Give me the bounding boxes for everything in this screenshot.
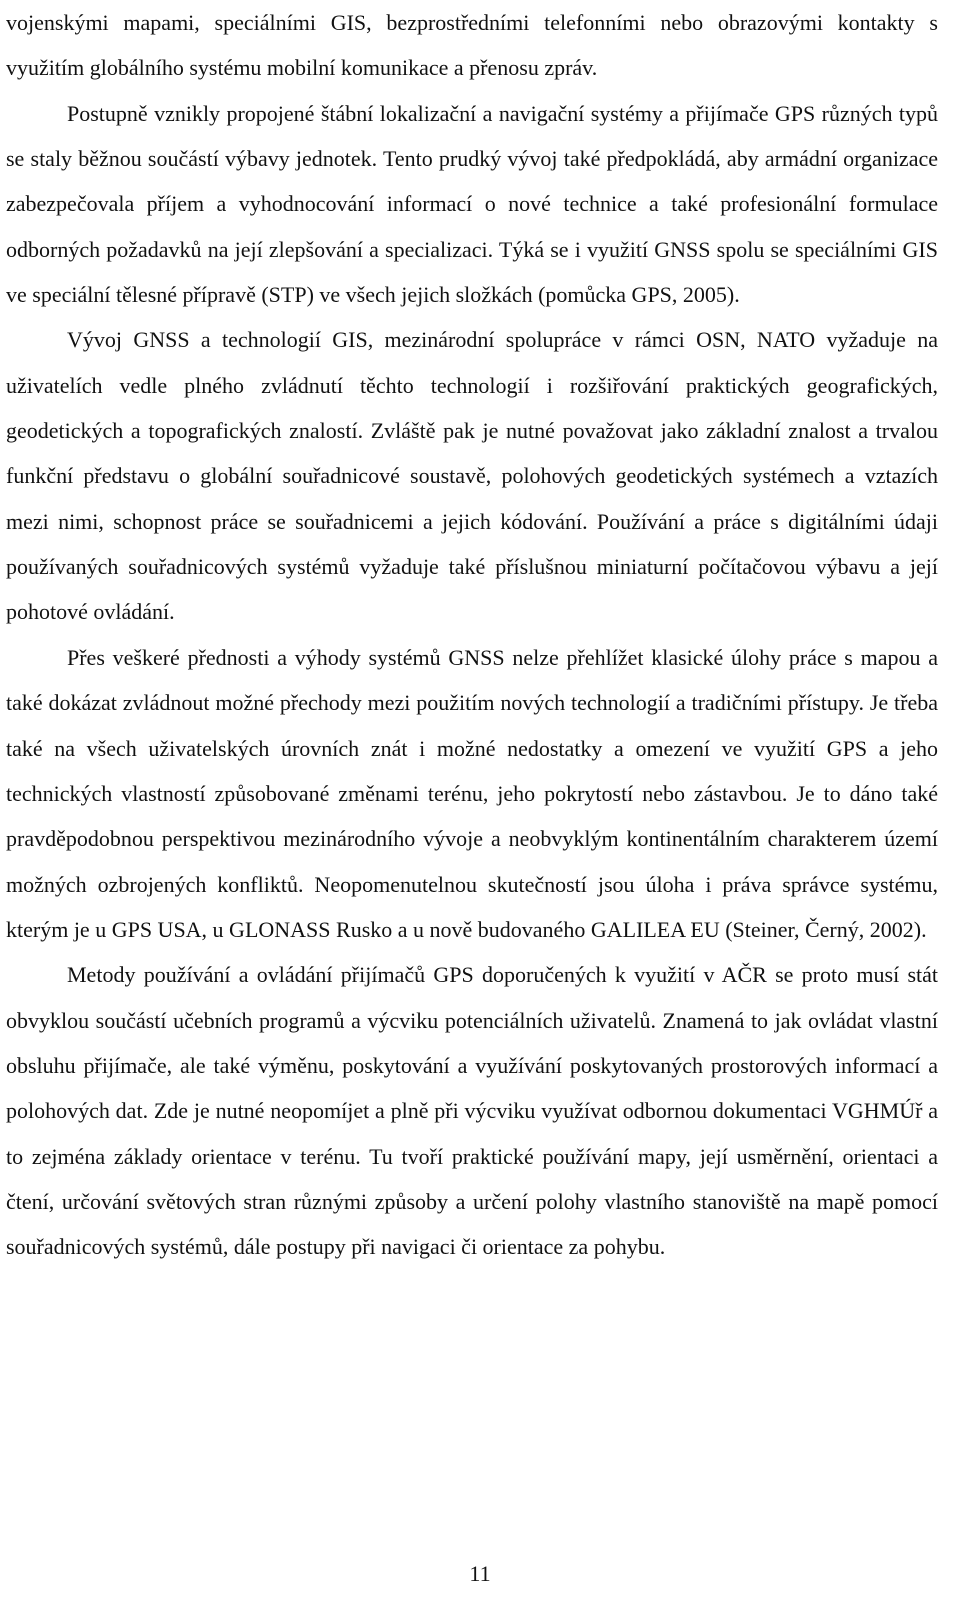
paragraph-continuation: vojenskými mapami, speciálními GIS, bezprostředními telefonními nebo obrazovými kontakty s využitím globálního systému mobilní komunikace a přenosu zpráv. (6, 10, 938, 81)
paragraph-gps-methods: Metody používání a ovládání přijímačů GPS doporučených k využití v AČR se proto musí stát obvyklou součástí učebních programů a výcviku potenciálních uživatelů. Znamená to jak ovládat vlastní obsluhu přijímače, ale také výměnu, poskytování a využívání poskytovaných prostorových informací a polohových dat. Zde je nutné neopomíjet a plně při výcviku využívat odbornou dokumentaci VGHMÚř a to zejména základy orientace v terénu. Tu tvoří praktické používání mapy, její usměrnění, orientaci a čtení, určování světových stran různými způsoby a určení polohy vlastního stanoviště na mapě pomocí souřadnicových systémů, dále postupy při navigaci či orientace za pohybu. (6, 962, 938, 1260)
paragraph-integrated-systems: Postupně vznikly propojené štábní lokalizační a navigační systémy a přijímače GPS různých typů se staly běžnou součástí výbavy jednotek. Tento prudký vývoj také předpokládá, aby armádní organizace zabezpečovala příjem a vyhodnocování informací o nové technice a také profesionální formulace odborných požadavků na její zlepšování a specializaci. Týká se i využití GNSS spolu se speciálními GIS ve speciální tělesné přípravě (STP) ve všech jejich složkách (pomůcka GPS, 2005). (6, 100, 938, 308)
page-number: 11 (469, 1561, 491, 1586)
paragraph-gnss-gis-development: Vývoj GNSS a technologií GIS, mezinárodní spolupráce v rámci OSN, NATO vyžaduje na uživatelích vedle plného zvládnutí těchto technologií i rozšiřování praktických geografických, geodetických a topografických znalostí. Zvláště pak je nutné považovat jako základní znalost a trvalou funkční představu o globální souřadnicové soustavě, polohových geodetických systémech a vztazích mezi nimi, schopnost práce se souřadnicemi a jejich kódování. Používání a práce s digitálními údaji používaných souřadnicových systémů vyžaduje také příslušnou miniaturní počítačovou výbavu a její pohotové ovládání. (6, 327, 938, 625)
paragraph-map-work: Přes veškeré přednosti a výhody systémů GNSS nelze přehlížet klasické úlohy práce s mapou a také dokázat zvládnout možné přechody mezi použitím nových technologií a tradičními přístupy. Je třeba také na všech uživatelských úrovních znát i možné nedostatky a omezení ve využití GPS a jeho technických vlastností způsobované změnami terénu, jeho pokrytostí nebo zástavbou. Je to dáno také pravděpodobnou perspektivou mezinárodního vývoje a neobvyklým kontinentálním charakterem území možných ozbrojených konfliktů. Neopomenutelnou skutečností jsou úloha i práva správce systému, kterým je u GPS USA, u GLONASS Rusko a u nově budovaného GALILEA EU (Steiner, Černý, 2002). (6, 644, 938, 942)
document-text (6, 0, 938, 1270)
